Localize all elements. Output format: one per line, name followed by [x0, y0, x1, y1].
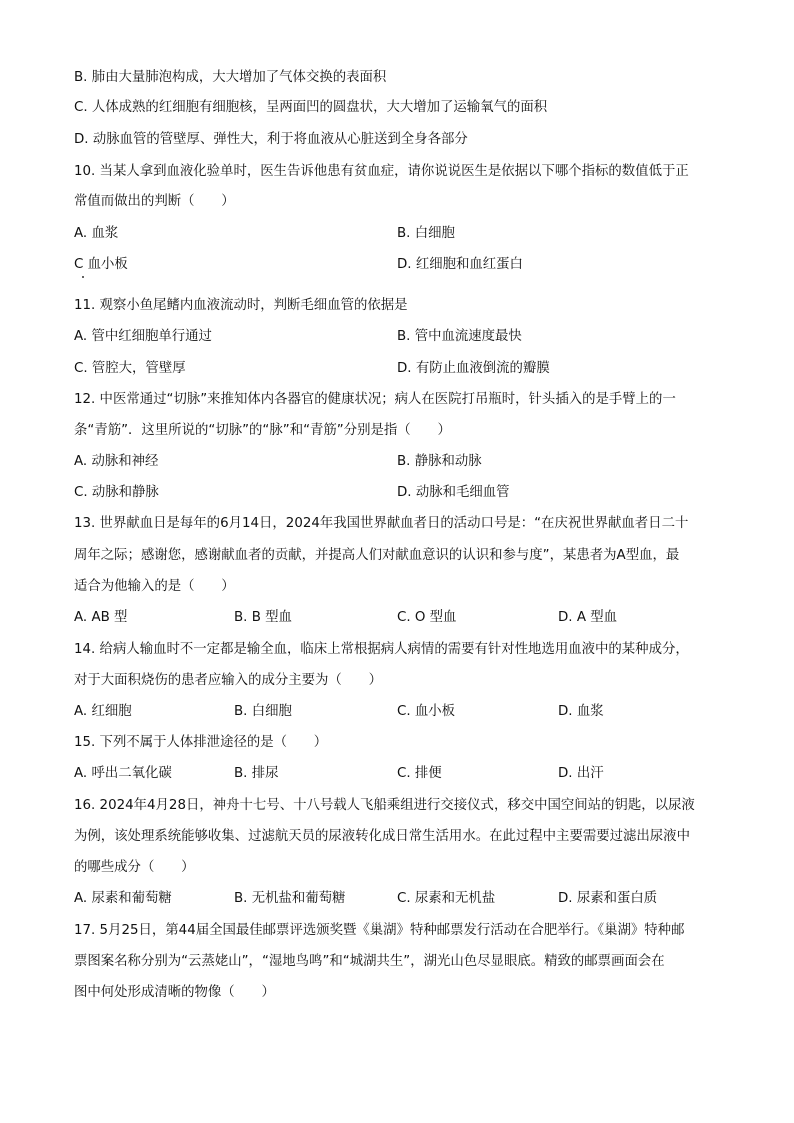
q14-stem-line2: 对于大面积烧伤的患者应输入的成分主要为（ ） — [74, 673, 382, 688]
q9-option-b: B. 肺由大量肺泡构成，大大增加了气体交换的表面积 — [74, 70, 387, 85]
q14-option-c: C. 血小板 — [397, 704, 456, 719]
q15-option-c: C. 排便 — [397, 766, 442, 781]
q16-stem-line1: 16. 2024年4月28日，神舟十七号、十八号载人飞船乘组进行交接仪式，移交中国空间站的钥匙，以尿液 — [74, 798, 695, 813]
q16-option-a: A. 尿素和葡萄糖 — [74, 891, 172, 906]
q15-option-d: D. 出汗 — [558, 766, 604, 781]
q14-stem-line1: 14. 给病人输血时不一定都是输全血，临床上常根据病人病情的需要有针对性地选用血液中的某种成分， — [74, 642, 689, 657]
q12-option-c: C. 动脉和静脉 — [74, 485, 159, 500]
q10-stem-line2: 常值而做出的判断（ ） — [74, 194, 235, 209]
q10-option-c: C 血小板 — [74, 257, 128, 272]
q11-option-b: B. 管中血流速度最快 — [397, 329, 522, 344]
q11-option-c: C. 管腔大，管壁厚 — [74, 361, 186, 376]
q16-stem-line3: 的哪些成分（ ） — [74, 860, 195, 875]
q12-option-a: A. 动脉和神经 — [74, 454, 159, 469]
q16-option-b: B. 无机盐和葡萄糖 — [234, 891, 346, 906]
q17-stem-line3: 图中何处形成清晰的物像（ ） — [74, 985, 275, 1000]
q16-stem-line2: 为例，该处理系统能够收集、过滤航天员的尿液转化成日常生活用水。在此过程中主要需要过滤出尿液中 — [74, 829, 690, 844]
q14-option-d: D. 血浆 — [558, 704, 604, 719]
q11-option-d: D. 有防止血液倒流的瓣膜 — [397, 361, 550, 376]
q9-option-c: C. 人体成熟的红细胞有细胞核，呈两面凹的圆盘状，大大增加了运输氧气的面积 — [74, 100, 548, 115]
q12-option-d: D. 动脉和毛细血管 — [397, 485, 510, 500]
q10-stem-line1: 10. 当某人拿到血液化验单时，医生告诉他患有贫血症，请你说说医生是依据以下哪个指标的数值低于正 — [74, 164, 689, 179]
q17-stem-line1: 17. 5月25日，第44届全国最佳邮票评选颁奖暨《巢湖》特种邮票发行活动在合肥举行。《巢湖》特种邮 — [74, 923, 685, 938]
q15-option-b: B. 排尿 — [234, 766, 279, 781]
q16-option-c: C. 尿素和无机盐 — [397, 891, 496, 906]
q12-stem-line1: 12. 中医常通过“切脉”来推知体内各器官的健康状况；病人在医院打吊瓶时，针头插入的是手臂上的一 — [74, 392, 676, 407]
q14-option-b: B. 白细胞 — [234, 704, 292, 719]
stray-dot — [82, 276, 84, 278]
q14-option-a: A. 红细胞 — [74, 704, 132, 719]
q13-option-b: B. B 型血 — [234, 610, 292, 625]
q17-stem-line2: 票图案名称分别为“云蒸姥山”，“湿地鸟鸣”和“城湖共生”，湖光山色尽显眼底。精致的邮票画面会在 — [74, 954, 665, 969]
q12-stem-line2: 条“青筋”．这里所说的“切脉”的“脉”和“青筋”分别是指（ ） — [74, 423, 451, 438]
q13-option-a: A. AB 型 — [74, 610, 128, 625]
q15-stem-line1: 15. 下列不属于人体排泄途径的是（ ） — [74, 735, 328, 750]
q9-option-d: D. 动脉血管的管壁厚、弹性大，利于将血液从心脏送到全身各部分 — [74, 132, 468, 147]
q13-stem-line1: 13. 世界献血日是每年的6月14日，2024年我国世界献血者日的活动口号是：“在庆祝世界献血者日二十 — [74, 516, 689, 531]
q11-option-a: A. 管中红细胞单行通过 — [74, 329, 212, 344]
q13-option-d: D. A 型血 — [558, 610, 618, 625]
q13-stem-line3: 适合为他输入的是（ ） — [74, 579, 235, 594]
q13-stem-line2: 周年之际；感谢您，感谢献血者的贡献，并提高人们对献血意识的认识和参与度”，某患者为A型血，最 — [74, 548, 680, 563]
q16-option-d: D. 尿素和蛋白质 — [558, 891, 658, 906]
q13-option-c: C. O 型血 — [397, 610, 457, 625]
q12-option-b: B. 静脉和动脉 — [397, 454, 482, 469]
q15-option-a: A. 呼出二氧化碳 — [74, 766, 172, 781]
q10-option-b: B. 白细胞 — [397, 226, 455, 241]
q10-option-a: A. 血浆 — [74, 226, 119, 241]
q11-stem-line1: 11. 观察小鱼尾鳍内血液流动时，判断毛细血管的依据是 — [74, 298, 408, 313]
q10-option-d: D. 红细胞和血红蛋白 — [397, 257, 523, 272]
